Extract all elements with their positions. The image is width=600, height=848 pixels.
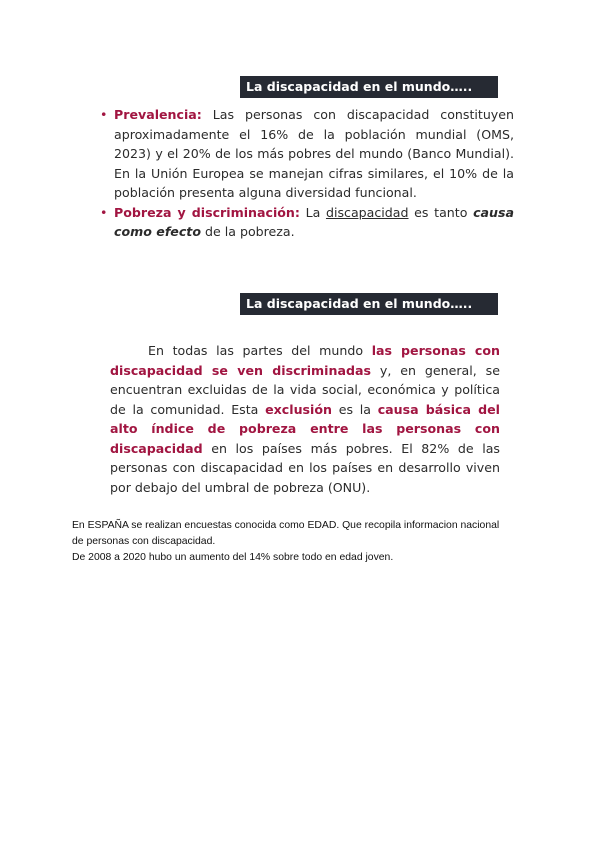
prevalence-label: Prevalencia: bbox=[114, 107, 202, 122]
highlight-discriminated: las personas con discapacidad se ven discriminadas bbox=[110, 343, 500, 378]
note-line-2: De 2008 a 2020 hubo un aumento del 14% sobre todo en edad joven. bbox=[72, 552, 394, 563]
note-line-1: En ESPAÑA se realizan encuestas conocida como EDAD. Que recopila informacion nacional de personas con discapacidad. bbox=[72, 520, 500, 547]
discrimination-paragraph bbox=[110, 341, 500, 497]
prevalence-section bbox=[98, 105, 514, 242]
para-text-3: es la bbox=[331, 401, 378, 417]
para-text-4: en los países más pobres. El 82% de las personas con discapacidad en los países en desarrollo viven por debajo del umbral de pobreza (ONU). bbox=[110, 440, 500, 495]
list-item-prevalence bbox=[98, 105, 514, 203]
list-item-poverty bbox=[98, 203, 514, 242]
highlight-root-cause: causa básica del alto índice de pobreza entre las personas con discapacidad bbox=[110, 401, 500, 456]
highlight-exclusion: exclusión bbox=[265, 401, 332, 417]
section-header-1: La discapacidad en el mundo….. bbox=[240, 76, 498, 98]
para-text-2: y, en general, se encuentran excluidas de la vida social, económica y política de la comunidad. Esta bbox=[110, 362, 500, 417]
bullet-icon: • bbox=[100, 107, 108, 122]
prevalence-text: Las personas con discapacidad constituyen aproximadamente el 16% de la población mundial (OMS, 2023) y el 20% de los más pobres del mundo (Banco Mundial). En la Unión Europea se manejan cifras similares, el 10% de la población presenta alguna diversidad funcional. bbox=[114, 107, 514, 200]
section-header-2: La discapacidad en el mundo….. bbox=[240, 293, 498, 315]
poverty-label: Pobreza y discriminación: bbox=[114, 204, 300, 220]
notes-section bbox=[72, 518, 512, 566]
bullet-list bbox=[98, 105, 514, 242]
poverty-text-3: de la pobreza. bbox=[200, 224, 295, 239]
emphasis-text: causa como efecto bbox=[114, 204, 514, 239]
para-text-1: En todas las partes del mundo bbox=[148, 343, 372, 358]
underlined-word: discapacidad bbox=[325, 204, 409, 220]
poverty-text-2: es tanto bbox=[408, 204, 474, 220]
bullet-icon: • bbox=[100, 204, 108, 220]
poverty-text-1: La bbox=[299, 204, 326, 220]
